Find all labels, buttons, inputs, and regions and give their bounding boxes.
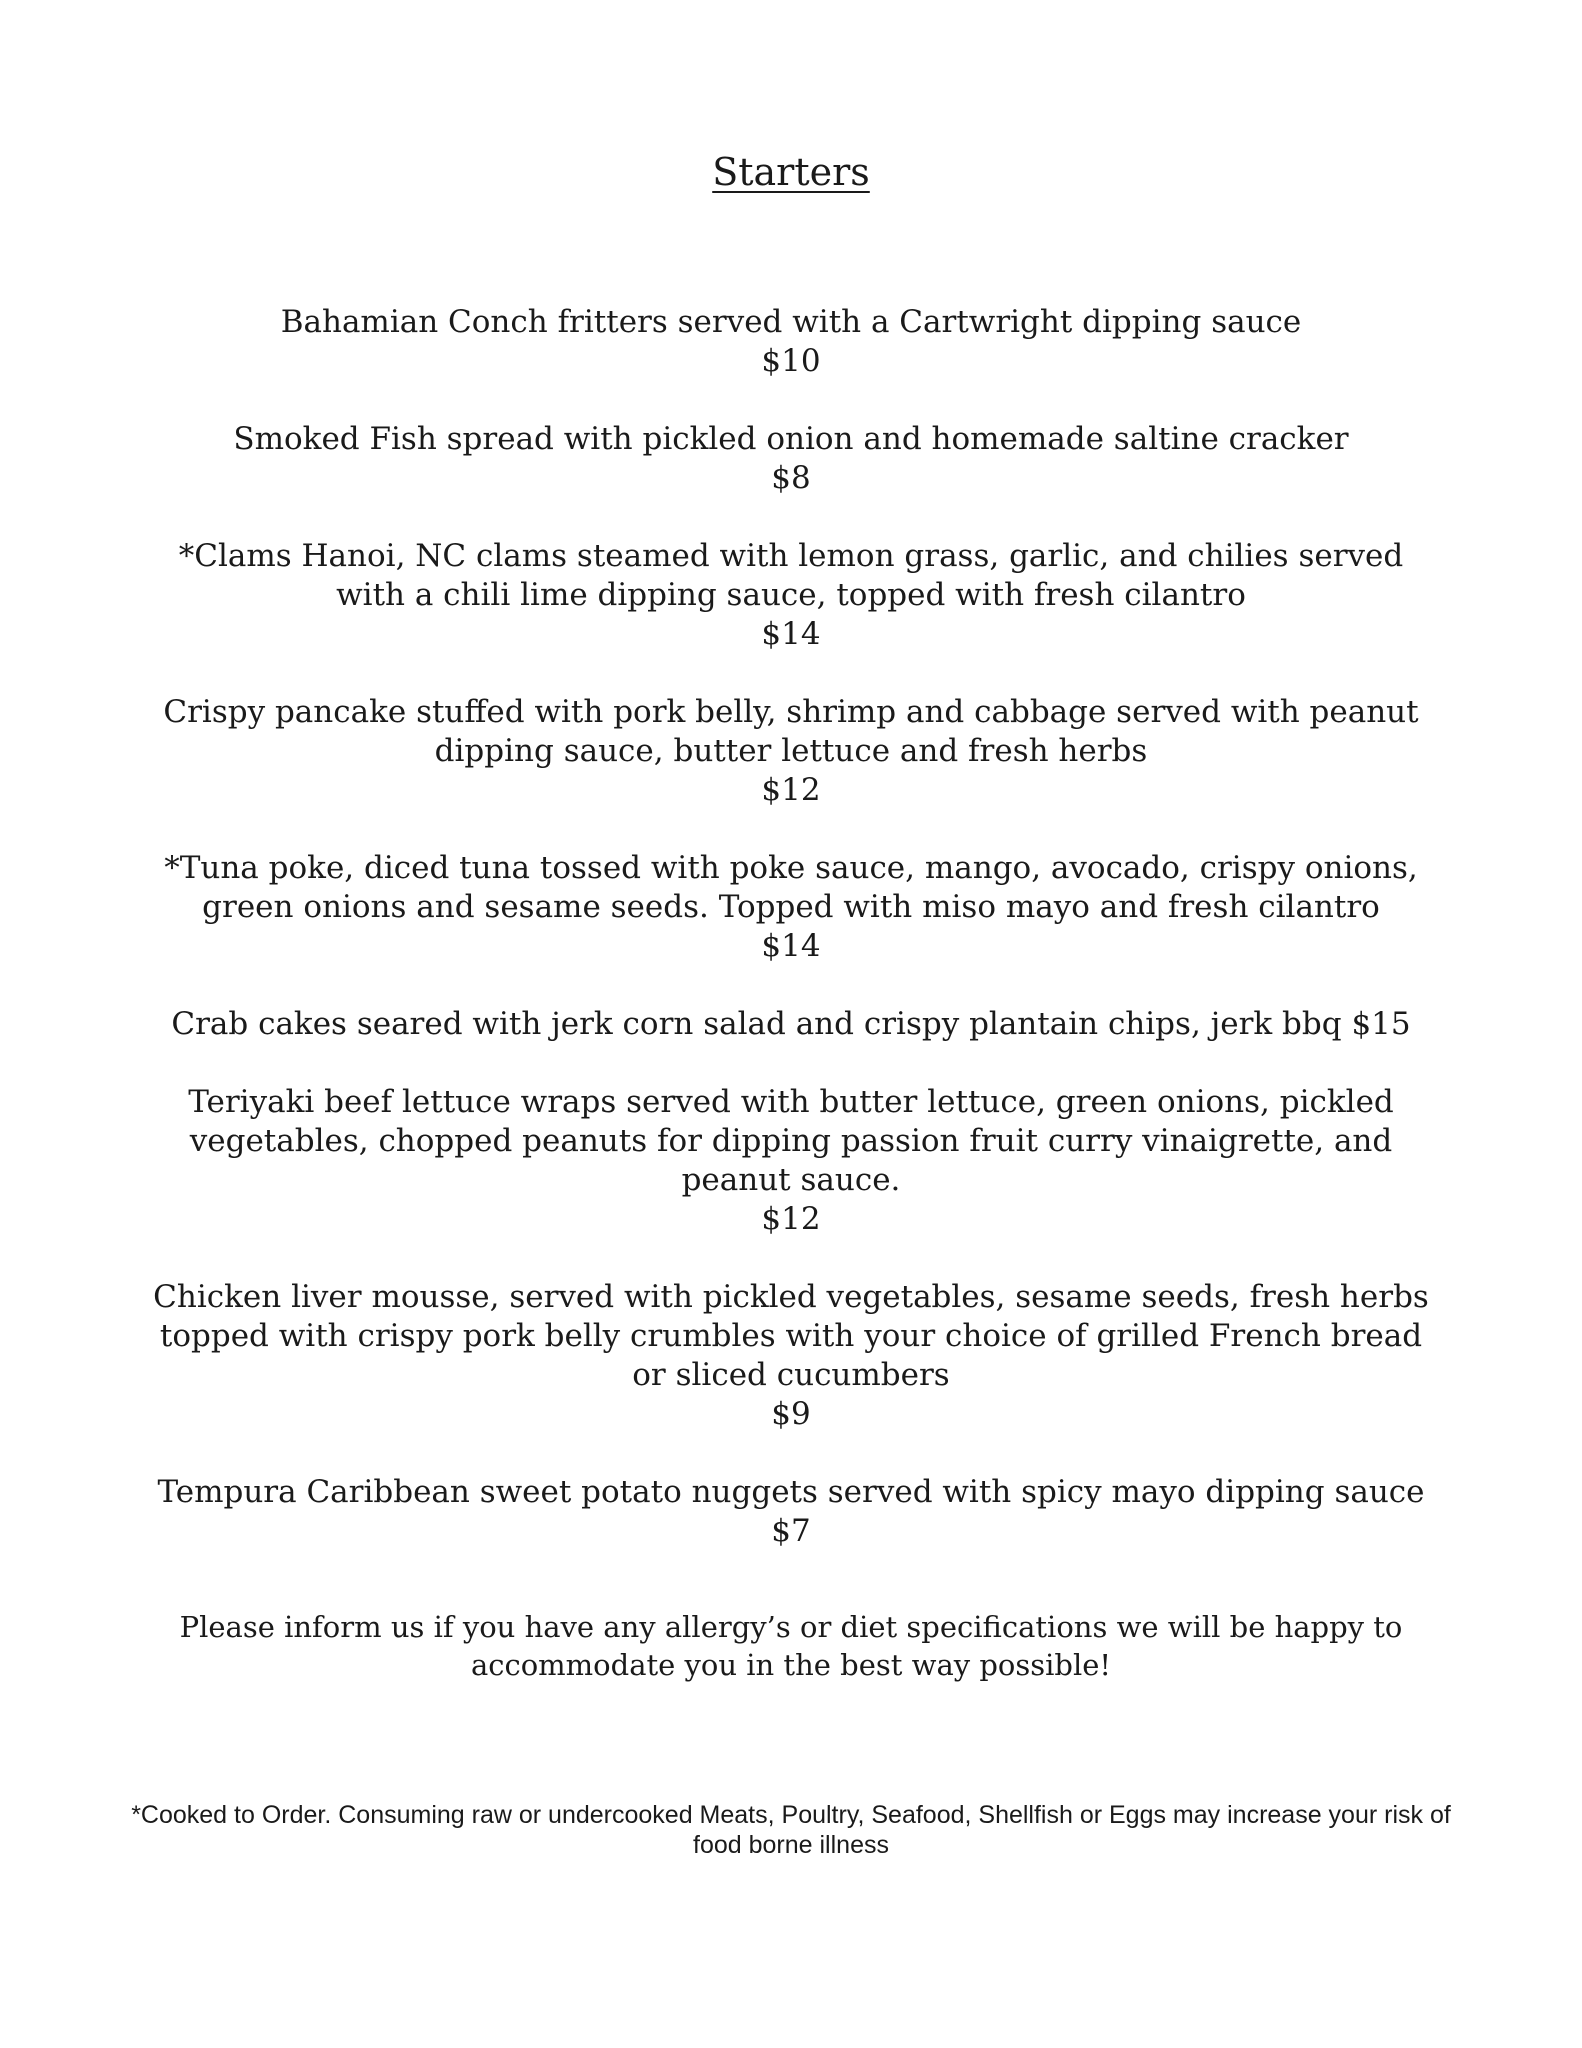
menu-item-description: Crab cakes seared with jerk corn salad and crispy plantain chips, jerk bbq $15: [171, 1006, 1411, 1042]
menu-item-price: $12: [761, 772, 821, 808]
menu-item-price: $10: [761, 343, 821, 379]
menu-item: [141, 693, 1441, 810]
menu-item-description: Crispy pancake stuffed with pork belly, shrimp and cabbage served with peanut dipping sauce, butter lettuce and fresh herbs: [163, 694, 1419, 769]
menu-item-price: $8: [771, 460, 811, 496]
starters-list: [141, 303, 1441, 1551]
menu-item-price: $14: [761, 928, 821, 964]
menu-item-description: Smoked Fish spread with pickled onion and homemade saltine cracker: [233, 421, 1349, 457]
menu-item: [141, 537, 1441, 654]
food-safety-disclaimer: *Cooked to Order. Consuming raw or undercooked Meats, Poultry, Seafood, Shellfish or Eggs may increase your risk of food borne illness: [131, 1801, 1451, 1859]
menu-item: [141, 303, 1441, 381]
menu-item-description: Bahamian Conch fritters served with a Cartwright dipping sauce: [280, 304, 1302, 340]
menu-item-description: Teriyaki beef lettuce wraps served with butter lettuce, green onions, pickled vegetables, chopped peanuts for dipping passion fruit curry vinaigrette, and peanut sauce.: [188, 1084, 1394, 1198]
menu-item-description: *Tuna poke, diced tuna tossed with poke sauce, mango, avocado, crispy onions, green onions and sesame seeds. Topped with miso mayo and fresh cilantro: [164, 850, 1418, 925]
menu-item-description: Chicken liver mousse, served with pickled vegetables, sesame seeds, fresh herbs topped with crispy pork belly crumbles with your choice of grilled French bread or sliced cucumbers: [153, 1279, 1429, 1393]
menu-item-price: $7: [771, 1513, 811, 1549]
menu-item-price: $9: [771, 1396, 811, 1432]
menu-item-price: $12: [761, 1201, 821, 1237]
menu-item: [141, 420, 1441, 498]
menu-item: [141, 1473, 1441, 1551]
menu-item: [141, 1005, 1441, 1044]
menu-item: [141, 849, 1441, 966]
allergy-note: Please inform us if you have any allergy’s or diet specifications we will be happy to accommodate you in the best way possible!: [179, 1610, 1403, 1682]
menu-item: [141, 1278, 1441, 1434]
menu-item-description: *Clams Hanoi, NC clams steamed with lemon grass, garlic, and chilies served with a chili lime dipping sauce, topped with fresh cilantro: [178, 538, 1404, 613]
menu-item-price: $14: [761, 616, 821, 652]
menu-item: [141, 1083, 1441, 1239]
menu-item-description: Tempura Caribbean sweet potato nuggets served with spicy mayo dipping sauce: [157, 1474, 1425, 1510]
page-title: Starters: [712, 150, 870, 194]
